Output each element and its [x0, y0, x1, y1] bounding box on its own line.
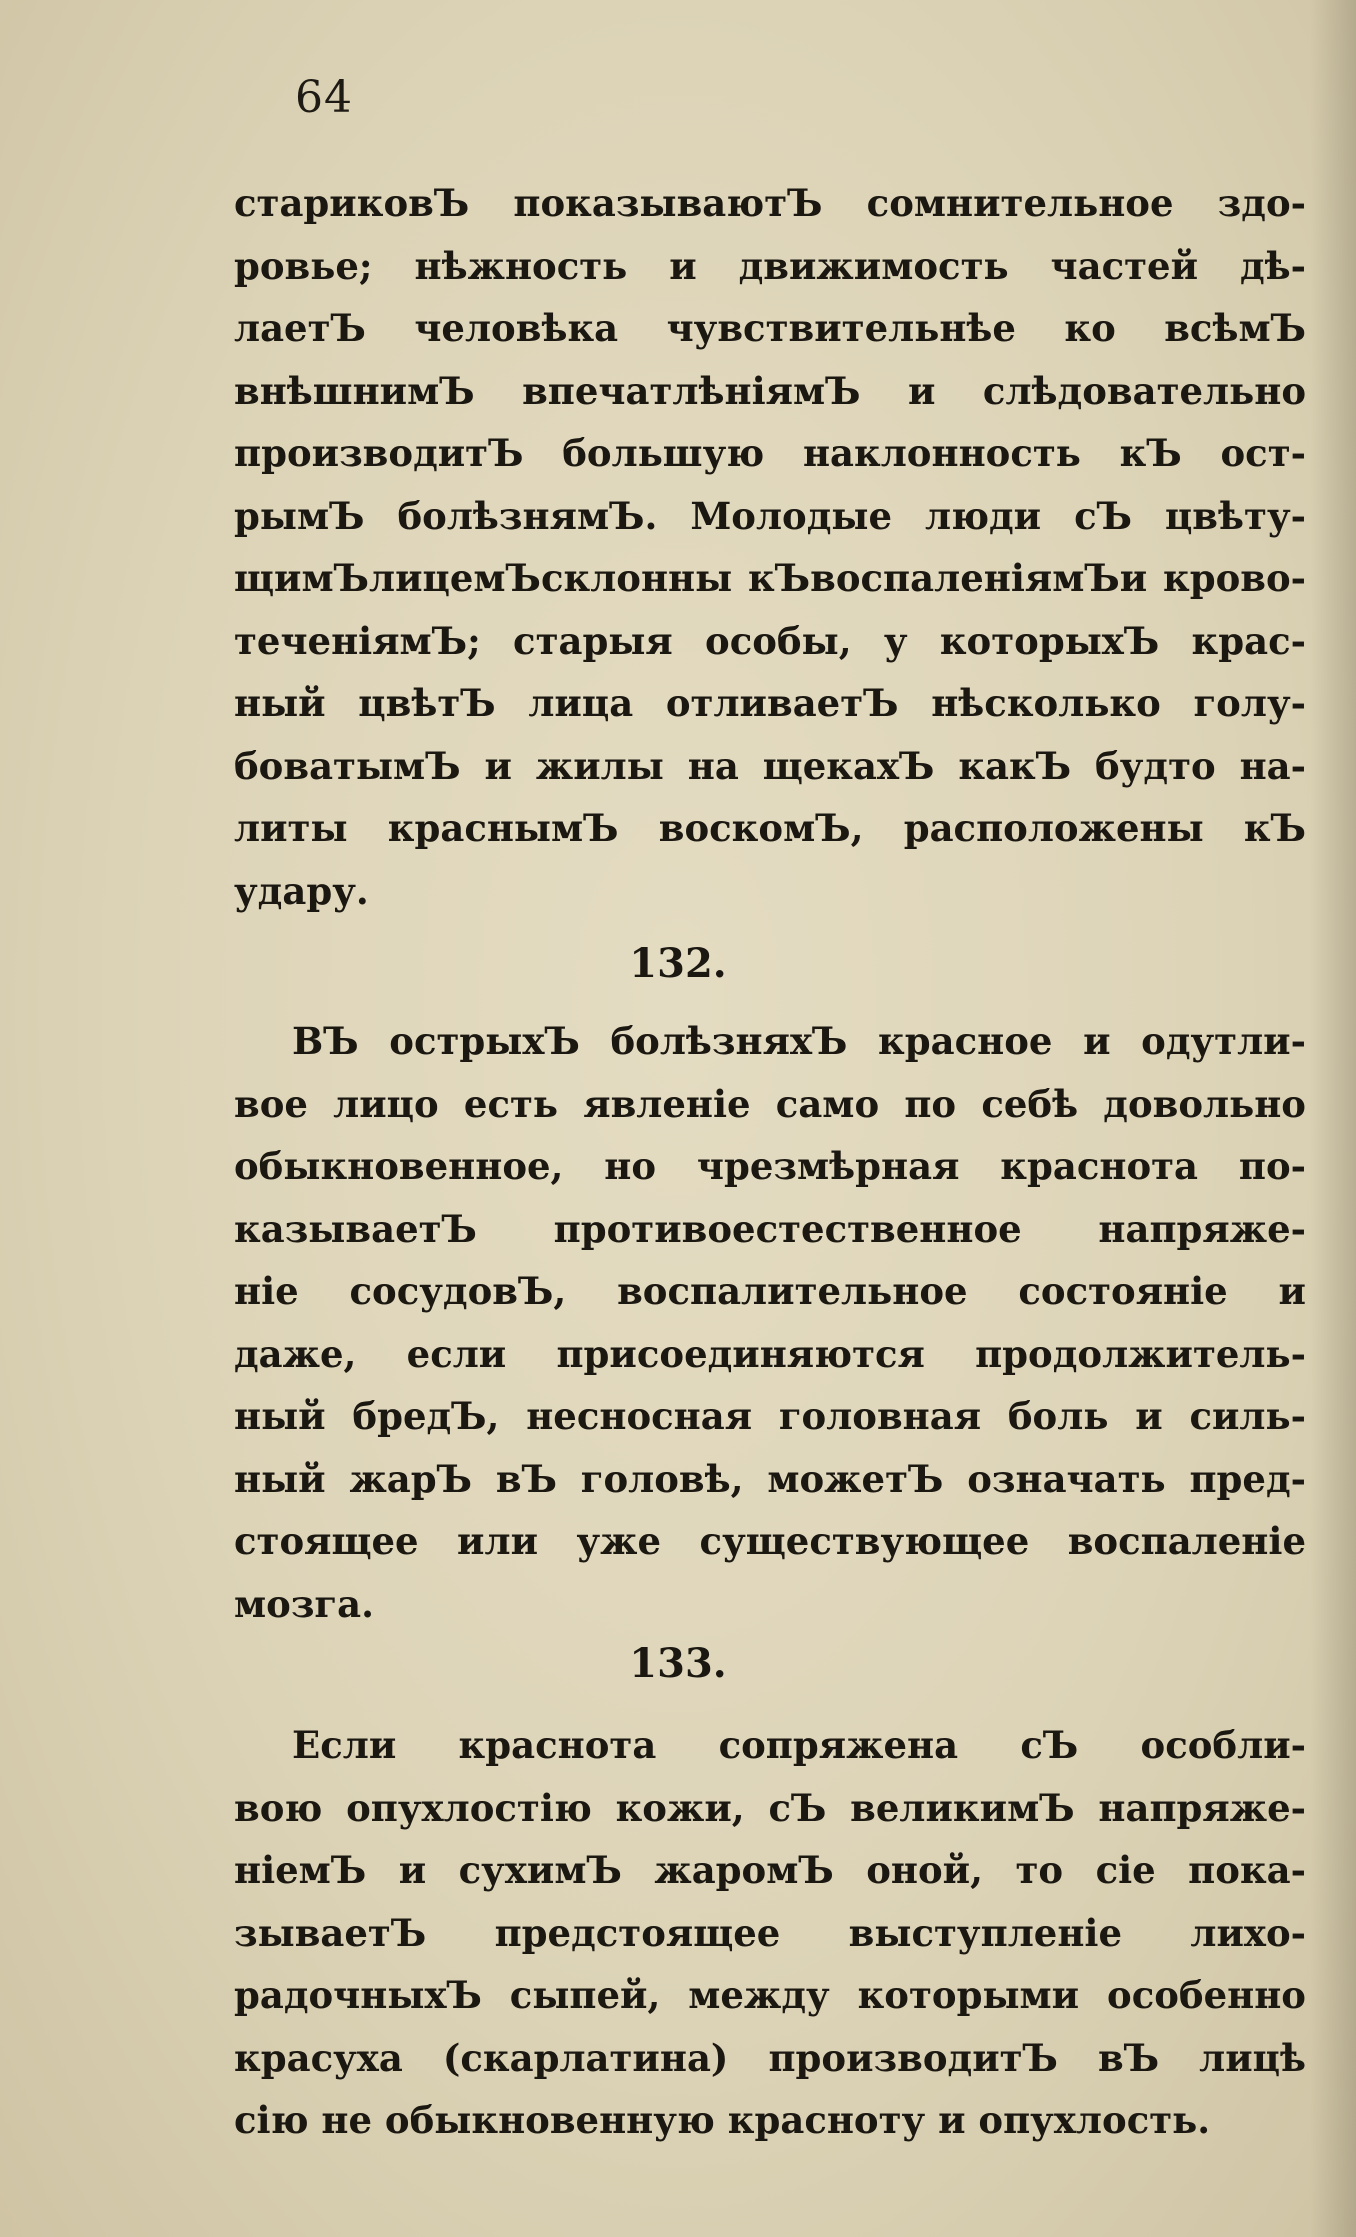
- text-line: ный бредЪ, несносная головная боль и силь-: [234, 1394, 1306, 1438]
- text-line: ный жарЪ вЪ головѣ, можетЪ означать пред-: [234, 1456, 1306, 1501]
- paragraph-132: [234, 1010, 1306, 1635]
- text-line: ровье; нѣжность и движимость частей дѣ-: [234, 243, 1306, 288]
- text-line: ніемЪ и сухимЪ жаромЪ оной, то сіе пока-: [234, 1848, 1306, 1892]
- text-line: литы краснымЪ воскомЪ, расположены кЪ: [234, 806, 1306, 850]
- paragraph-133: [234, 1714, 1306, 2152]
- text-line: щимЪлицемЪсклонны кЪвоспаленіямЪи крово-: [234, 556, 1306, 600]
- text-line: рымЪ болѣзнямЪ. Молодые люди сЪ цвѣту-: [234, 493, 1306, 538]
- text-line: Если краснота сопряжена сЪ особли-: [292, 1723, 1306, 1767]
- section-number-132: 132.: [629, 940, 727, 987]
- text-line: обыкновенное, но чрезмѣрная краснота по-: [234, 1144, 1306, 1188]
- text-line: сію не обыкновенную красноту и опухлость.: [234, 2098, 1211, 2142]
- text-line: ный цвѣтЪ лица отливаетЪ нѣсколько голу-: [234, 681, 1306, 725]
- text-line: даже, если присоединяются продолжитель-: [234, 1331, 1306, 1376]
- text-line: боватымЪ и жилы на щекахЪ какЪ будто на-: [234, 743, 1306, 788]
- text-line: лаетЪ человѣка чувствительнѣе ко всѣмЪ: [234, 306, 1306, 350]
- text-line: вою опухлостію кожи, сЪ великимЪ напряже-: [234, 1785, 1306, 1830]
- text-line: внѣшнимЪ впечатлѣніямЪ и слѣдовательно: [234, 368, 1306, 413]
- page-edge-shadow: [1310, 0, 1356, 2237]
- text-line: теченіямЪ; старыя особы, у которыхЪ крас-: [234, 618, 1306, 663]
- paragraph-131-continuation: [234, 172, 1306, 922]
- text-line: мозга.: [234, 1581, 374, 1626]
- text-line: красуха (скарлатина) производитЪ вЪ лицѣ: [234, 2035, 1306, 2080]
- text-line: ніе сосудовЪ, воспалительное состояніе и: [234, 1269, 1306, 1313]
- page-number: 64: [295, 72, 353, 123]
- text-line: зываетЪ предстоящее выступленіе лихо-: [234, 1910, 1306, 1955]
- text-line: производитЪ большую наклонность кЪ ост-: [234, 431, 1306, 475]
- section-number-133: 133.: [629, 1640, 727, 1687]
- text-line: казываетЪ противоестественное напряже-: [234, 1206, 1306, 1251]
- text-line: стариковЪ показываютЪ сомнительное здо-: [234, 181, 1306, 225]
- text-line: ВЪ острыхЪ болѣзняхЪ красное и одутли-: [292, 1019, 1306, 1063]
- text-line: радочныхЪ сыпей, между которыми особенно: [234, 1973, 1306, 2017]
- text-line: удару.: [234, 868, 369, 913]
- text-line: вое лицо есть явленіе само по себѣ довольно: [234, 1081, 1306, 1126]
- text-line: стоящее или уже существующее воспаленіе: [234, 1519, 1306, 1563]
